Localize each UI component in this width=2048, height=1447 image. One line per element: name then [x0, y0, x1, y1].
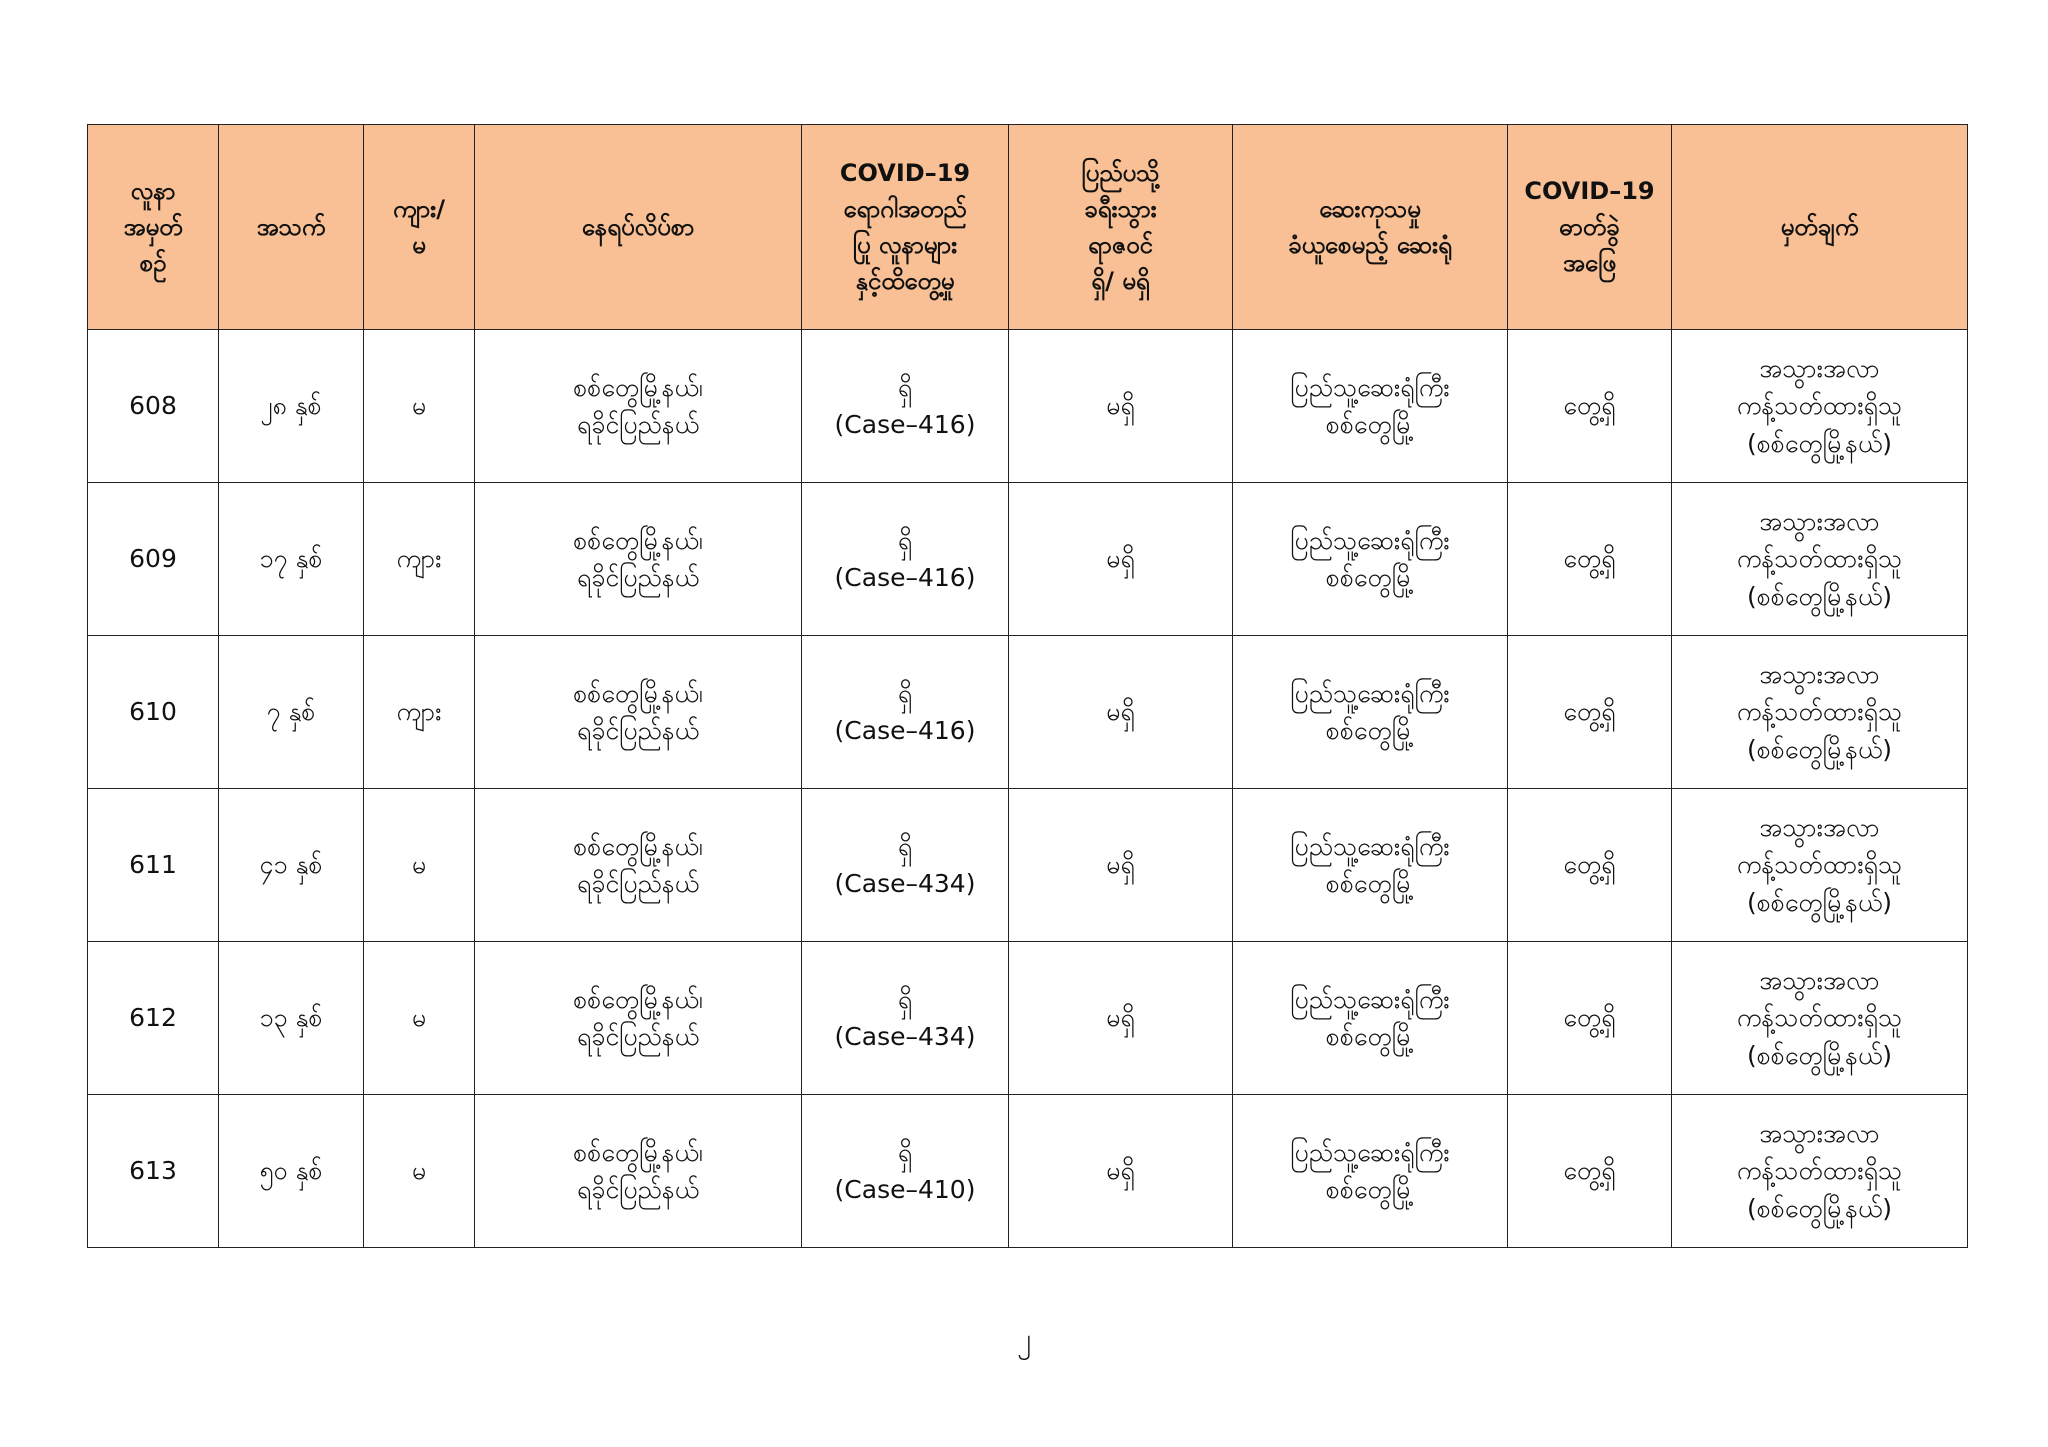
cell-remark: အသွားအလာ ကန့်သတ်ထားရှိသူ (စစ်တွေမြို့နယ်)	[1672, 1095, 1968, 1248]
cell-contact: ရှိ (Case–416)	[802, 636, 1009, 789]
table-row	[88, 789, 1968, 942]
header-lab-result: COVID–19 ဓာတ်ခွဲ အဖြေ	[1508, 125, 1672, 330]
cell-age: ၄၁ နှစ်	[219, 789, 364, 942]
cell-sex: မ	[364, 330, 475, 483]
cell-address: စစ်တွေမြို့နယ်၊ ရခိုင်ပြည်နယ်	[475, 789, 802, 942]
cell-sex: ကျား	[364, 636, 475, 789]
cell-sex: ကျား	[364, 483, 475, 636]
table-row	[88, 330, 1968, 483]
cell-age: ၁၃ နှစ်	[219, 942, 364, 1095]
cell-contact: ရှိ (Case–416)	[802, 330, 1009, 483]
cell-lab-result: တွေ့ရှိ	[1508, 636, 1672, 789]
cell-address: စစ်တွေမြို့နယ်၊ ရခိုင်ပြည်နယ်	[475, 330, 802, 483]
table-row	[88, 942, 1968, 1095]
cell-travel-history: မရှိ	[1009, 330, 1233, 483]
page-number: ၂	[1017, 1322, 1031, 1355]
cell-address: စစ်တွေမြို့နယ်၊ ရခိုင်ပြည်နယ်	[475, 636, 802, 789]
table-row	[88, 1095, 1968, 1248]
cell-lab-result: တွေ့ရှိ	[1508, 483, 1672, 636]
cell-patient-no: 612	[88, 942, 219, 1095]
cell-sex: မ	[364, 789, 475, 942]
cell-age: ၁၇ နှစ်	[219, 483, 364, 636]
cell-travel-history: မရှိ	[1009, 1095, 1233, 1248]
header-contact: COVID–19 ရောဂါအတည် ပြု လူနာများ နှင့်ထိတွေ့မှု	[802, 125, 1009, 330]
header-patient-no: လူနာ အမှတ် စဉ်	[88, 125, 219, 330]
cell-contact: ရှိ (Case–434)	[802, 789, 1009, 942]
cell-address: စစ်တွေမြို့နယ်၊ ရခိုင်ပြည်နယ်	[475, 483, 802, 636]
cell-sex: မ	[364, 1095, 475, 1248]
cell-patient-no: 611	[88, 789, 219, 942]
cell-lab-result: တွေ့ရှိ	[1508, 789, 1672, 942]
cell-remark: အသွားအလာ ကန့်သတ်ထားရှိသူ (စစ်တွေမြို့နယ်)	[1672, 789, 1968, 942]
header-remark: မှတ်ချက်	[1672, 125, 1968, 330]
header-sex: ကျား/ မ	[364, 125, 475, 330]
cell-travel-history: မရှိ	[1009, 636, 1233, 789]
cell-travel-history: မရှိ	[1009, 483, 1233, 636]
cell-hospital: ပြည်သူ့ဆေးရုံကြီး စစ်တွေမြို့	[1233, 330, 1508, 483]
cell-contact: ရှိ (Case–416)	[802, 483, 1009, 636]
table-row	[88, 636, 1968, 789]
cell-lab-result: တွေ့ရှိ	[1508, 330, 1672, 483]
cell-address: စစ်တွေမြို့နယ်၊ ရခိုင်ပြည်နယ်	[475, 1095, 802, 1248]
cell-hospital: ပြည်သူ့ဆေးရုံကြီး စစ်တွေမြို့	[1233, 483, 1508, 636]
header-age: အသက်	[219, 125, 364, 330]
cell-patient-no: 613	[88, 1095, 219, 1248]
covid-case-table	[87, 124, 1968, 1248]
cell-travel-history: မရှိ	[1009, 942, 1233, 1095]
cell-travel-history: မရှိ	[1009, 789, 1233, 942]
cell-age: ၇ နှစ်	[219, 636, 364, 789]
cell-lab-result: တွေ့ရှိ	[1508, 942, 1672, 1095]
cell-lab-result: တွေ့ရှိ	[1508, 1095, 1672, 1248]
cell-patient-no: 608	[88, 330, 219, 483]
cell-remark: အသွားအလာ ကန့်သတ်ထားရှိသူ (စစ်တွေမြို့နယ်)	[1672, 330, 1968, 483]
header-travel-history: ပြည်ပသို့ ခရီးသွား ရာဇဝင် ရှိ/ မရှိ	[1009, 125, 1233, 330]
header-hospital: ဆေးကုသမှု ခံယူစေမည့် ဆေးရုံ	[1233, 125, 1508, 330]
cell-age: ၅၀ နှစ်	[219, 1095, 364, 1248]
cell-sex: မ	[364, 942, 475, 1095]
cell-age: ၂၈ နှစ်	[219, 330, 364, 483]
cell-hospital: ပြည်သူ့ဆေးရုံကြီး စစ်တွေမြို့	[1233, 636, 1508, 789]
cell-address: စစ်တွေမြို့နယ်၊ ရခိုင်ပြည်နယ်	[475, 942, 802, 1095]
cell-contact: ရှိ (Case–410)	[802, 1095, 1009, 1248]
cell-patient-no: 610	[88, 636, 219, 789]
cell-hospital: ပြည်သူ့ဆေးရုံကြီး စစ်တွေမြို့	[1233, 1095, 1508, 1248]
header-row	[88, 125, 1968, 330]
cell-remark: အသွားအလာ ကန့်သတ်ထားရှိသူ (စစ်တွေမြို့နယ်)	[1672, 942, 1968, 1095]
table-row	[88, 483, 1968, 636]
cell-remark: အသွားအလာ ကန့်သတ်ထားရှိသူ (စစ်တွေမြို့နယ်)	[1672, 636, 1968, 789]
cell-hospital: ပြည်သူ့ဆေးရုံကြီး စစ်တွေမြို့	[1233, 789, 1508, 942]
cell-contact: ရှိ (Case–434)	[802, 942, 1009, 1095]
cell-patient-no: 609	[88, 483, 219, 636]
header-address: နေရပ်လိပ်စာ	[475, 125, 802, 330]
cell-hospital: ပြည်သူ့ဆေးရုံကြီး စစ်တွေမြို့	[1233, 942, 1508, 1095]
cell-remark: အသွားအလာ ကန့်သတ်ထားရှိသူ (စစ်တွေမြို့နယ်)	[1672, 483, 1968, 636]
